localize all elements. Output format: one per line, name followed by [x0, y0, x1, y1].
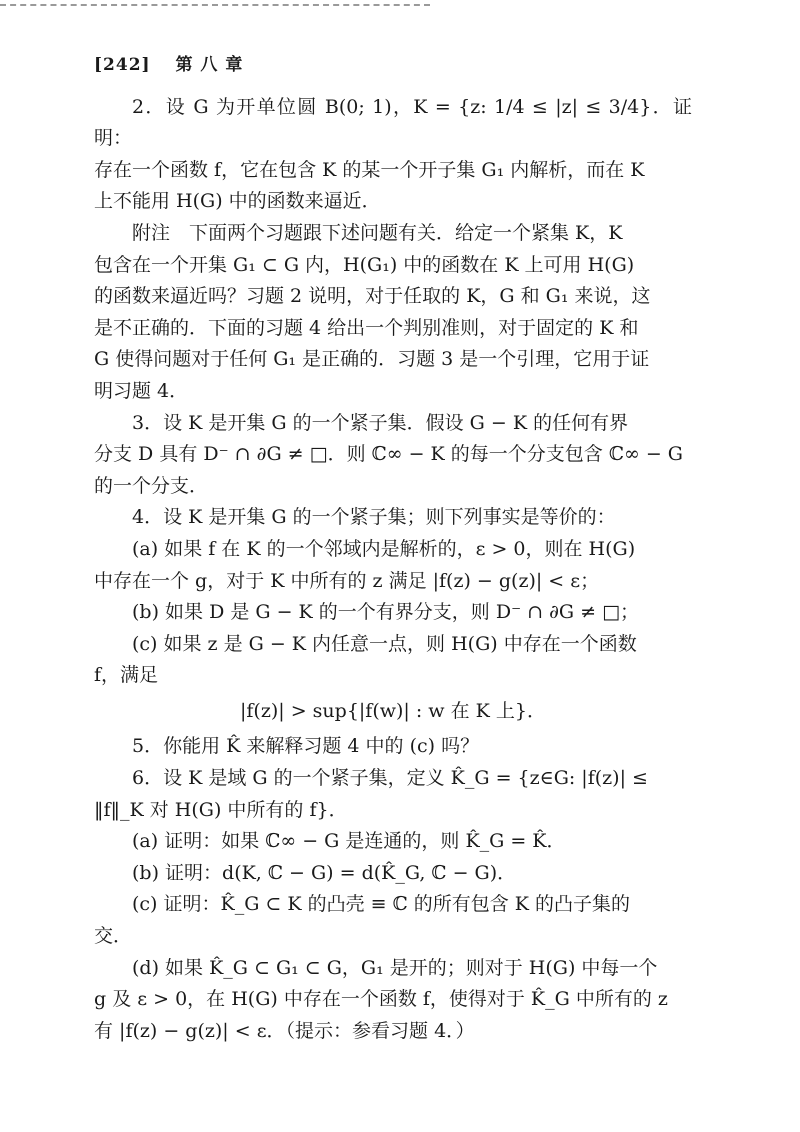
exercise-4a-line-1: (a) 如果 f 在 K 的一个邻域内是解析的，ε > 0，则在 H(G) [132, 537, 636, 560]
exercise-6d-line-2: g 及 ε > 0，在 H(G) 中存在一个函数 f，使得对于 K̂_G 中所有的 z [94, 988, 668, 1011]
exercise-4-line-1: 4．设 K 是开集 G 的一个紧子集；则下列事实是等价的： [132, 506, 616, 529]
remark-line-6: 明习题 4． [94, 379, 189, 402]
exercise-2-line-3: 上不能用 H(G) 中的函数来逼近． [94, 190, 381, 213]
page-number: [242] [94, 55, 151, 75]
chapter-title: 第 八 章 [175, 55, 244, 75]
exercise-4c-line-1: (c) 如果 z 是 G − K 内任意一点，则 H(G) 中存在一个函数 [132, 632, 637, 655]
exercise-6d-line-1: (d) 如果 K̂_G ⊂ G₁ ⊂ G，G₁ 是开的；则对于 H(G) 中每一个 [132, 956, 658, 979]
exercise-2-line-2: 存在一个函数 f，它在包含 K 的某一个开子集 G₁ 内解析，而在 K [94, 158, 645, 181]
exercise-2-line-1: 2．设 G 为开单位圆 B(0; 1)，K = {z: 1/4 ≤ |z| ≤ 3/4}．证明： [94, 95, 692, 150]
exercise-6-line-2: ‖f‖_K 对 H(G) 中所有的 f}． [94, 798, 348, 821]
exercise-3-line-3: 的一个分支． [94, 474, 209, 497]
exercise-6-line-1: 6．设 K 是域 G 的一个紧子集，定义 K̂_G = {z∈G: |f(z)| ≤ [132, 767, 648, 790]
exercise-5-line: 5．你能用 K̂ 来解释习题 4 中的 (c) 吗？ [132, 735, 480, 758]
exercise-4b-line: (b) 如果 D 是 G − K 的一个有界分支，则 D⁻ ∩ ∂G ≠ □； [132, 601, 640, 624]
exercise-6a-line: (a) 证明：如果 ℂ∞ − G 是连通的，则 K̂_G = K̂． [132, 830, 566, 853]
book-page [94, 50, 692, 1047]
exercise-6c-line-2: 交． [94, 925, 133, 948]
remark-line-4: 是不正确的．下面的习题 4 给出一个判别准则，对于固定的 K 和 [94, 316, 639, 339]
exercise-4c-line-2: f，满足 [94, 664, 159, 687]
page-header [94, 50, 692, 82]
remark-line-1: 附注 下面两个习题跟下述问题有关．给定一个紧集 K，K [132, 221, 623, 244]
exercise-3-line-1: 3．设 K 是开集 G 的一个紧子集．假设 G − K 的任何有界 [132, 411, 629, 434]
exercise-6b-line: (b) 证明：d(K, ℂ − G) = d(K̂_G, ℂ − G)． [132, 861, 517, 884]
exercise-4c-formula: |f(z)| > sup{|f(w)| : w 在 K 上}． [240, 699, 546, 722]
remark-line-3: 的函数来逼近吗？习题 2 说明，对于任取的 K，G 和 G₁ 来说，这 [94, 285, 651, 308]
exercise-3-line-2: 分支 D 具有 D⁻ ∩ ∂G ≠ □．则 ℂ∞ − K 的每一个分支包含 ℂ∞ − G [94, 443, 683, 466]
exercise-6d-line-3: 有 |f(z) − g(z)| < ε．（提示：参看习题 4．） [94, 1019, 475, 1042]
exercise-6c-line-1: (c) 证明：K̂_G ⊂ K 的凸壳 ≡ ℂ 的所有包含 K 的凸子集的 [132, 893, 631, 916]
scan-artifact-line [0, 4, 430, 6]
remark-line-2: 包含在一个开集 G₁ ⊂ G 内，H(G₁) 中的函数在 K 上可用 H(G) [94, 253, 635, 276]
exercise-4a-line-2: 中存在一个 g，对于 K 中所有的 z 满足 |f(z) − g(z)| < ε； [94, 569, 600, 592]
remark-line-5: G 使得问题对于任何 G₁ 是正确的．习题 3 是一个引理，它用于证 [94, 348, 650, 371]
